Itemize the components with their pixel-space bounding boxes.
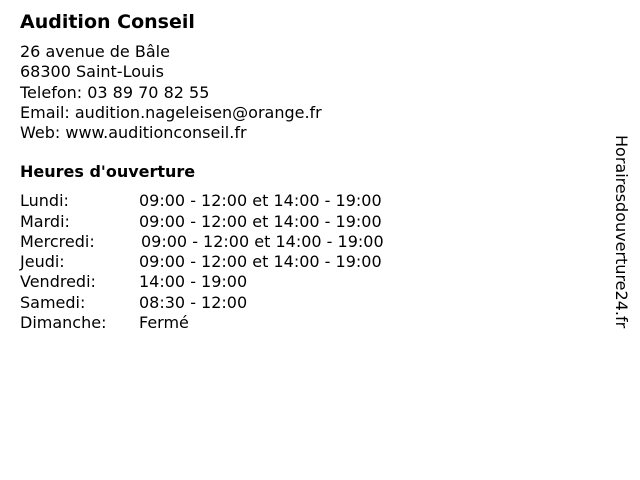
- hours-time-value: 09:00 - 12:00 et 14:00 - 19:00: [139, 252, 382, 272]
- street-address: 26 avenue de Bâle: [20, 42, 170, 61]
- hours-time-value: 08:30 - 12:00: [139, 292, 248, 312]
- email-line: Email: audition.nageleisen@orange.fr: [20, 102, 322, 122]
- hours-row-tuesday: [20, 212, 600, 232]
- hours-time-value: 14:00 - 19:00: [139, 272, 248, 292]
- hours-row-wednesday: [20, 232, 600, 252]
- opening-hours-heading: Heures d'ouverture: [20, 162, 196, 182]
- hours-row-monday: [20, 191, 600, 211]
- hours-time-value: 09:00 - 12:00 et 14:00 - 19:00: [139, 191, 382, 211]
- opening-hours-table: [20, 191, 600, 332]
- hours-row-friday: [20, 272, 600, 292]
- hours-row-thursday: [20, 252, 600, 272]
- hours-time-value: 09:00 - 12:00 et 14:00 - 19:00: [139, 211, 382, 231]
- hours-day-label: Dimanche:: [20, 312, 107, 332]
- hours-day-label: Jeudi:: [20, 252, 65, 272]
- site-brand-watermark: Horairesdouverture24.fr: [612, 135, 631, 329]
- hours-day-label: Lundi:: [20, 191, 69, 211]
- web-line: Web: www.auditionconseil.fr: [20, 123, 247, 143]
- business-card: [20, 10, 600, 333]
- hours-day-label: Mercredi:: [20, 231, 95, 251]
- phone-line: Telefon: 03 89 70 82 55: [20, 82, 210, 102]
- contact-block: [20, 42, 600, 143]
- business-name: Audition Conseil: [20, 11, 195, 33]
- city-address: 68300 Saint-Louis: [20, 62, 164, 82]
- hours-day-label: Vendredi:: [20, 272, 96, 292]
- hours-day-label: Samedi:: [20, 292, 86, 312]
- hours-row-saturday: [20, 293, 600, 313]
- hours-day-label: Mardi:: [20, 211, 70, 231]
- hours-time-value: Fermé: [139, 312, 189, 332]
- hours-row-sunday: [20, 313, 600, 333]
- hours-time-value: 09:00 - 12:00 et 14:00 - 19:00: [141, 231, 384, 251]
